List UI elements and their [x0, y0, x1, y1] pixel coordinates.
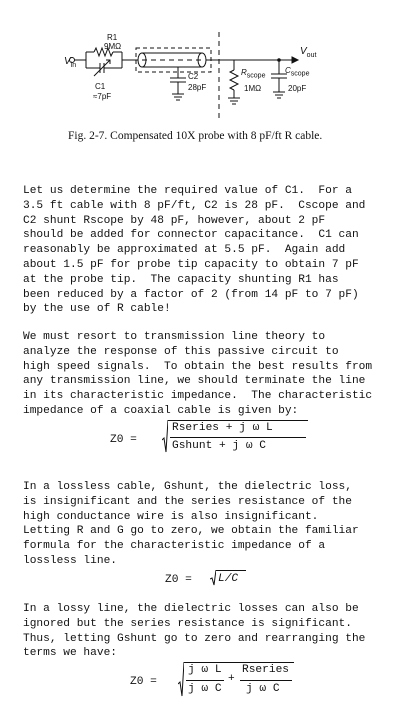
r1-value: 9MΩ — [104, 42, 122, 51]
rscope-label: $R_{scope}$ — [241, 68, 266, 80]
eq1-denominator: Gshunt + j ω C — [172, 440, 266, 452]
paragraph-1-text: Let us determine the required value of C1. For a 3.5 ft cable with 8 pF/ft, C2 is 28 pF. Cscope and C2 shunt Rscope by 48 pF, however, about 2 pF should be added for connector capacitance. C1 can reasonably be approximated at 5.5 pF. Again add about 1.5 pF for probe tip capacity to obtain 7 pF at the probe tip. The capacity shunting R1 has been reduced by a factor of 2 (from 14 pF to 7 pF) by the use of R cable! — [23, 185, 366, 316]
paragraph-2 — [23, 330, 395, 419]
eq2-lhs: Z0 = — [165, 574, 192, 586]
eq3-lhs: Z0 = — [130, 676, 157, 688]
cscope-label: $C_{scope}$ — [285, 66, 310, 78]
eq1-lhs: Z0 = — [110, 434, 137, 446]
eq3-denominator-1: j ω C — [188, 683, 222, 695]
paragraph-4 — [23, 602, 395, 661]
c1-label: C1 — [95, 82, 106, 91]
eq1-radical — [162, 420, 168, 454]
eq3-numerator-1: j ω L — [188, 664, 222, 676]
c2-label: C2 — [188, 72, 199, 81]
vin-label: $V_{in}$ — [64, 56, 77, 69]
eq3-radical — [178, 662, 184, 698]
c2-value: 28pF — [188, 83, 207, 92]
cscope-value: 20pF — [288, 84, 307, 93]
paragraph-3 — [23, 480, 395, 569]
eq2-radical — [210, 570, 216, 586]
r1-label: R1 — [107, 33, 118, 42]
eq3-plus: + — [228, 673, 235, 685]
figure-caption: Fig. 2-7. Compensated 10X probe with 8 pF/ft R cable. — [68, 130, 323, 142]
eq3-denominator-2: j ω C — [246, 683, 280, 695]
vout-label: $V_{out}$ — [300, 46, 317, 59]
rscope-resistor — [230, 70, 238, 90]
eq2-radicand: L/C — [218, 573, 239, 585]
eq3-numerator-2: Rseries — [242, 664, 289, 676]
paragraph-3-text: In a lossless cable, Gshunt, the dielectric loss, is insignificant and the series resistance of the high conductance wire is also insignificant. Letting R and G go to zero, we obtain the familiar formula for the characteristic impedance of a lossless line. — [23, 481, 359, 567]
rscope-value: 1MΩ — [244, 84, 262, 93]
paragraph-1 — [23, 184, 395, 317]
eq1-numerator: Rseries + j ω L — [172, 422, 273, 434]
paragraph-2-text: We must resort to transmission line theory to analyze the response of this passive circuit to high speed signals. To obtain the best results from any transmission line, we should terminate the line in its characteristic impedance. The characteristic impedance of a coaxial cable is given by: — [23, 331, 373, 417]
paragraph-4-text: In a lossy line, the dielectric losses can also be ignored but the series resistance is significant. Thus, letting Gshunt go to zero and rearranging the terms we have: — [23, 603, 366, 660]
c1-value: ≈7pF — [93, 92, 112, 101]
